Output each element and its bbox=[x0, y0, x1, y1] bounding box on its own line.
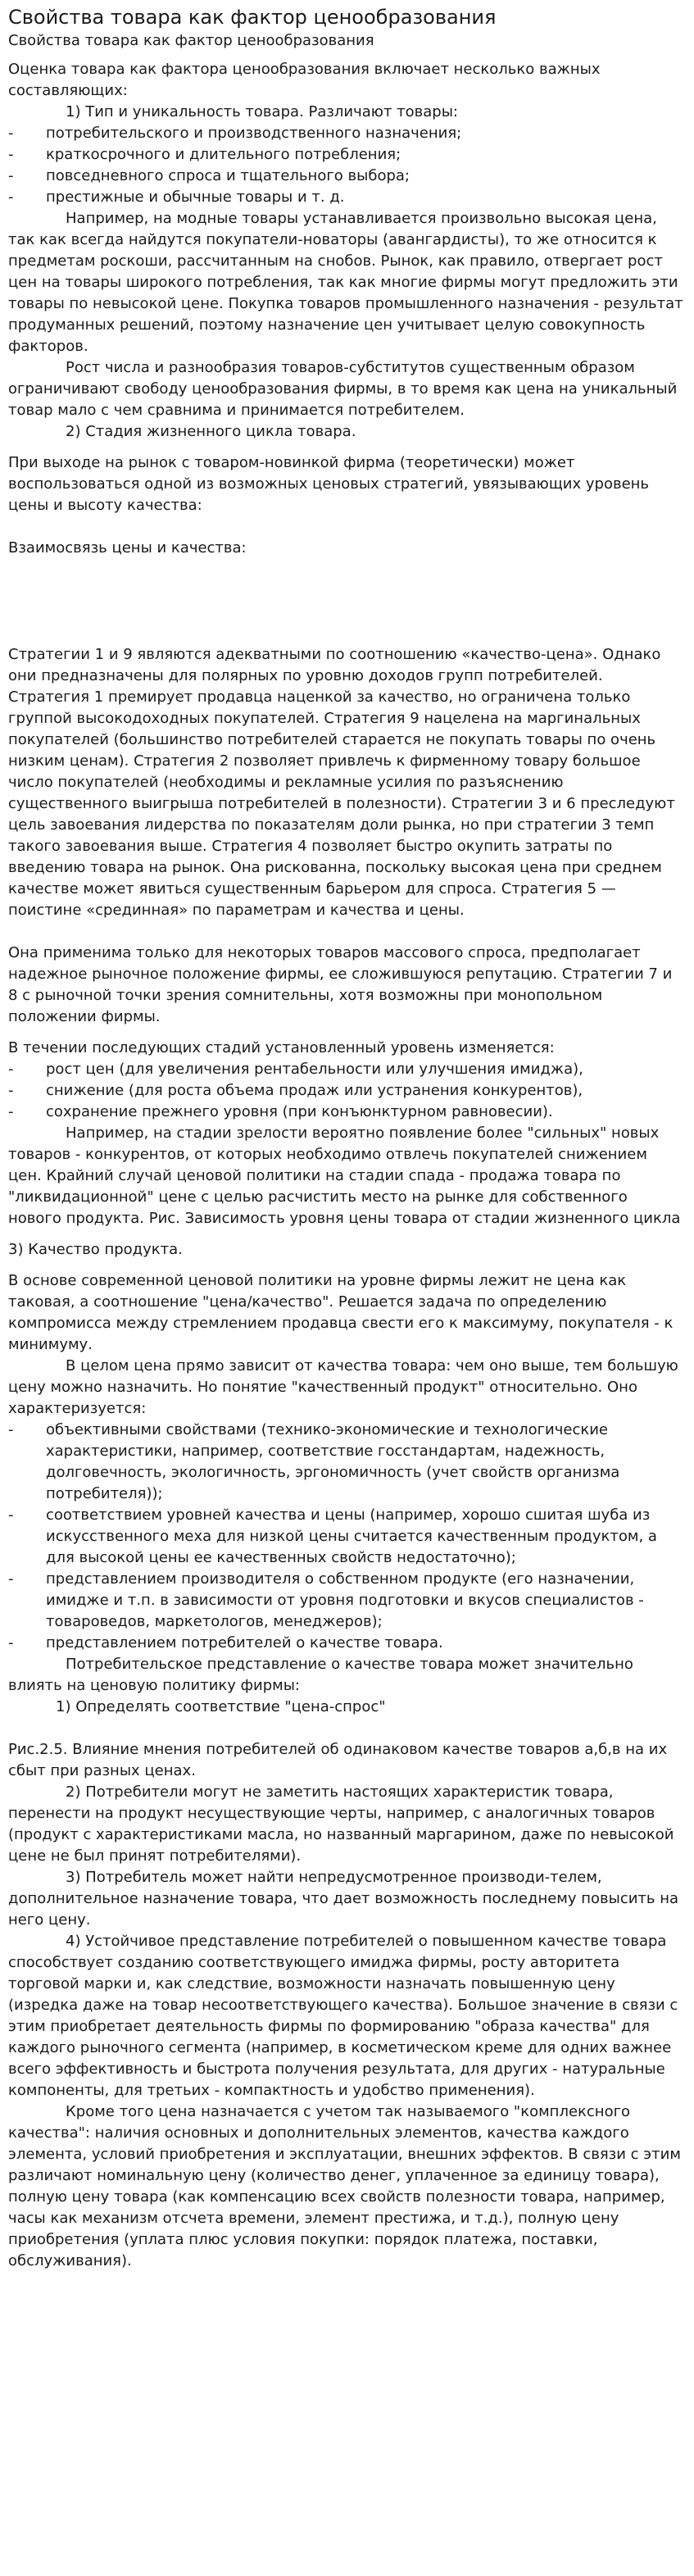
numbered-item: 1) Определять соответствие "цена-спрос" bbox=[56, 1698, 386, 1715]
paragraph: Потребительское представление о качестве товара может значительно влиять на ценовую политику фирмы: bbox=[8, 1656, 633, 1694]
list-item: - представлением производителя о собственном продукте (его назначении, имидже и т.п. в зависимости от уровня подготовки и вкусов специалистов - товароведов, маркетологов, менеджеров); bbox=[8, 1570, 644, 1630]
figure-placeholder bbox=[8, 559, 684, 644]
list-item: - престижные и обычные товары и т. д. bbox=[8, 187, 684, 208]
bullet-dash: - bbox=[8, 125, 14, 142]
list-item: - соответствием уровней качества и цены (например, хорошо сшитая шуба из искусственного меха для низкой цены считается качественным продуктом, а для высокой цены ее качественных свойств недостаточно); bbox=[8, 1506, 657, 1566]
paragraph: В течении последующих стадий установленный уровень изменяется: bbox=[8, 1039, 555, 1056]
list-item: - потребительского и производственного назначения; bbox=[8, 123, 684, 144]
numbered-item: 2) Потребители могут не заметить настоящих характеристик товара, перенести на продукт несуществующие черты, например, с аналогичных товаров (продукт с характеристиками масла, но названный маргарином, даже по невысокой цене не был принят потребителями). bbox=[8, 1783, 674, 1865]
bullet-dash: - bbox=[8, 189, 14, 206]
paragraph: Например, на модные товары устанавливается произвольно высокая цена, так как всегда найдутся покупатели-новаторы (авангардисты), то же относится к предметам роскоши, рассчитанным на снобов. Рынок, как правило, отвергает рост цен на товары широкого потребления, так как многие фирмы могут предложить эти товары по невысокой цене. Покупка товаров промышленного назначения - результат продуманных решений, поэтому назначение цен учитывает целую совокупность факторов. bbox=[8, 210, 683, 355]
bullet-dash: - bbox=[8, 167, 14, 184]
bullet-dash: - bbox=[8, 1570, 14, 1588]
page-subtitle: Свойства товара как фактор ценообразования bbox=[8, 32, 374, 49]
figure-caption: Рис.2.5. Влияние мнения потребителей об одинаковом качестве товаров а,б,в на их сбыт при разных ценах. bbox=[8, 1741, 668, 1779]
bullet-dash: - bbox=[8, 1506, 14, 1524]
bullet-dash: - bbox=[8, 1061, 14, 1078]
paragraph: В основе современной ценовой политики на уровне фирмы лежит не цена как таковая, а соотношение "цена/качество". Решается задача по определению компромисса между стремлением продавца свести его к максимуму, покупателя - к минимуму. bbox=[8, 1272, 674, 1353]
list-item: - повседневного спроса и тщательного выбора; bbox=[8, 166, 684, 187]
section-lifecycle bbox=[8, 452, 684, 1229]
numbered-item: 4) Устойчивое представление потребителей о повышенном качестве товара способствует созданию соответствующего имиджа фирмы, росту авторитета торговой марки и, как следствие, возможности назначать повышенную цену (изредка даже на товар несоответствующего качества). Большое значение в связи с этим приобретает деятельность фирмы по формированию "образа качества" для каждого рыночного сегмента (например, в косметическом креме для одних важнее всего эффективность и быстрота получения результата, для других - натуральные компоненты, для третьих - компактность и удобство применения). bbox=[8, 1933, 678, 2099]
paragraph: Например, на стадии зрелости вероятно появление более "сильных" новых товаров - конкурентов, от которых необходимо отвлечь покупателей снижением цен. Крайний случай ценовой политики на стадии спада - продажа товара по "ликвидационной" цене с целью расчистить место на рынке для собственного нового продукта. Рис. Зависимость уровня цены товара от стадии жизненного цикла bbox=[8, 1124, 681, 1227]
paragraph: Кроме того цена назначается с учетом так называемого "комплексного качества": наличия основных и дополнительных элементов, качества каждого элемента, условий приобретения и эксплуатации, внешних эффектов. В связи с этим различают номинальную цену (количество денег, уплаченное за единицу товара), полную цену товара (как компенсацию всех свойств полезности товара, например, часы как механизм отсчета времени, элемент престижа, и т.д.), полную цену приобретения (уплата плюс условия покупки: порядок платежа, поставки, обслуживания). bbox=[8, 2103, 681, 2269]
list-item: - объективными свойствами (технико-экономические и технологические характеристики, например, соответствие госстандартам, надежность, долговечность, экологичность, эргономичность (учет свойств организма потребителя)); bbox=[8, 1421, 620, 1502]
numbered-item: 3) Потребитель может найти непредусмотренное производи-телем, дополнительное назначение товара, что дает возможность последнему повысить на него цену. bbox=[8, 1869, 679, 1929]
bullet-dash: - bbox=[8, 1421, 14, 1438]
section-heading-type: 1) Тип и уникальность товара. Различают товары: bbox=[66, 103, 458, 120]
bullet-dash: - bbox=[8, 146, 14, 163]
section-heading-lifecycle: 2) Стадия жизненного цикла товара. bbox=[66, 423, 356, 440]
bullet-dash: - bbox=[8, 1634, 14, 1651]
bullet-dash: - bbox=[8, 1103, 14, 1120]
paragraph: При выходе на рынок с товаром-новинкой фирма (теоретически) может воспользоваться одной из возможных ценовых стратегий, увязывающих уровень цены и высоту качества: bbox=[8, 454, 650, 514]
intro-paragraph: Оценка товара как фактора ценообразования включает несколько важных составляющих: bbox=[8, 61, 601, 99]
paragraph: В целом цена прямо зависит от качества товара: чем оно выше, тем большую цену можно назначить. Но понятие "качественный продукт" относительно. Оно характеризуется: bbox=[8, 1357, 678, 1417]
paragraph: Она применима только для некоторых товаров массового спроса, предполагает надежное рыночное положение фирмы, ее сложившуюся репутацию. Стратегии 7 и 8 с рыночной точки зрения сомнительны, хотя возможны при монопольном положении фирмы. bbox=[8, 944, 673, 1025]
figure-caption-price-quality: Взаимосвязь цены и качества: bbox=[8, 539, 247, 557]
section-product-type bbox=[8, 59, 684, 443]
section-heading-quality: 3) Качество продукта. bbox=[8, 1241, 183, 1258]
paragraph: Рост числа и разнообразия товаров-субститутов существенным образом ограничивают свободу ценообразования фирмы, в то время как цена на уникальный товар мало с чем сравнима и принимается потребителем. bbox=[8, 359, 678, 419]
list-item: - представлением потребителей о качестве товара. bbox=[8, 1633, 684, 1654]
list-item: - краткосрочного и длительного потребления; bbox=[8, 144, 684, 166]
paragraph: Стратегии 1 и 9 являются адекватными по соотношению «качество-цена». Однако они предназначены для полярных по уровню доходов групп потребителей. Стратегия 1 премирует продавца наценкой за качество, но ограничена только группой высокодоходных покупателей. Стратегия 9 нацелена на маргинальных покупателей (большинство потребителей старается не покупать товары по очень низким ценам). Стратегия 2 позволяет привлечь к фирменному товару большое число покупателей (необходимы и рекламные усилия по разъяснению существенного выигрыша потребителей в полезности). Стратегии 3 и 6 преследуют цель завоевания лидерства по показателям доли рынка, но при стратегии 3 темп такого завоевания выше. Стратегия 4 позволяет быстро окупить затраты по введению товара на рынок. Она рискованна, поскольку высокая цена при среднем качестве может явиться существенным барьером для спроса. Стратегия 5 — поистине «срединная» по параметрам и качества и цены. bbox=[8, 646, 675, 919]
list-item: - сохранение прежнего уровня (при конъюнктурном равновесии). bbox=[8, 1102, 684, 1123]
section-quality bbox=[8, 1239, 684, 2272]
bullet-dash: - bbox=[8, 1082, 14, 1099]
page-title: Свойства товара как фактор ценообразования bbox=[8, 6, 497, 29]
list-item: - снижение (для роста объема продаж или устранения конкурентов), bbox=[8, 1080, 684, 1102]
list-item: - рост цен (для увеличения рентабельности или улучшения имиджа), bbox=[8, 1059, 684, 1080]
